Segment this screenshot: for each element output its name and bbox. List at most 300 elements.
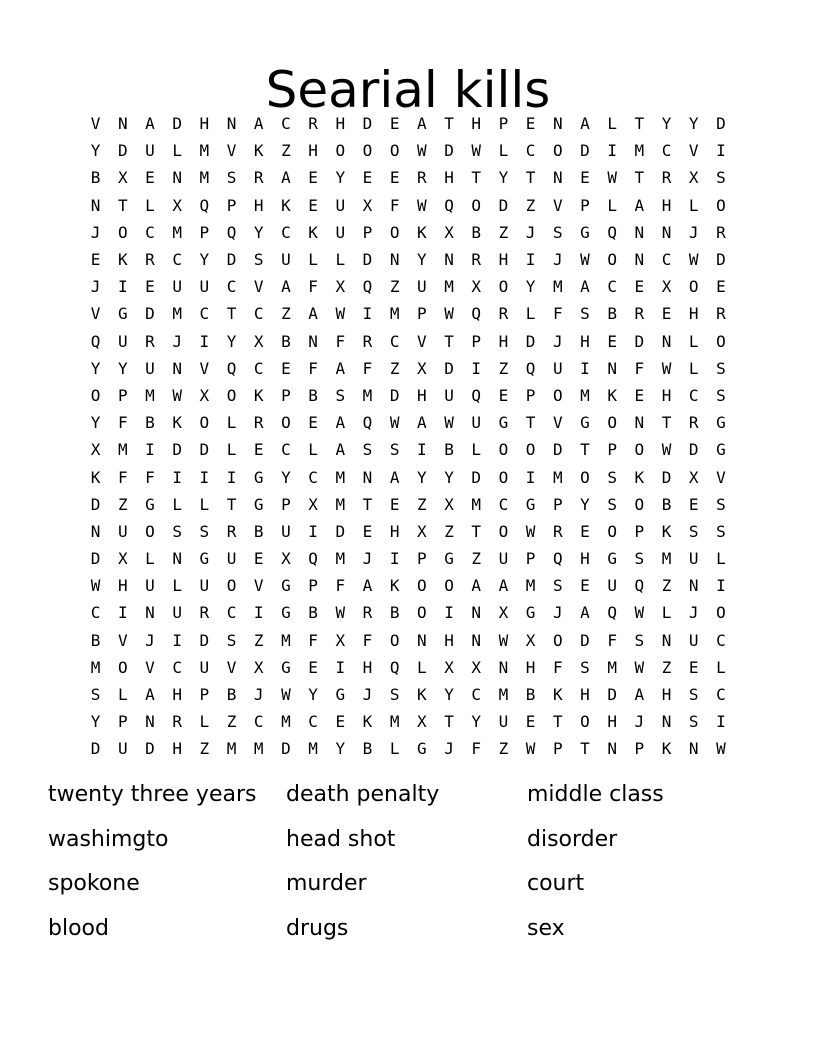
grid-cell: P xyxy=(552,494,563,514)
grid-cell: N xyxy=(226,114,237,134)
grid-cell: E xyxy=(308,195,318,215)
grid-cell: T xyxy=(580,440,590,460)
grid-cell: Q xyxy=(634,576,645,596)
grid-cell: A xyxy=(281,277,291,297)
grid-cell: M xyxy=(661,549,672,569)
grid-cell: I xyxy=(335,657,346,677)
grid-cell: N xyxy=(172,358,182,378)
grid-cell: Y xyxy=(661,114,672,134)
grid-cell: M xyxy=(607,657,617,677)
grid-cell: L xyxy=(308,250,318,270)
grid-cell: G xyxy=(580,222,590,242)
grid-cell: I xyxy=(716,712,726,732)
grid-cell: Y xyxy=(90,712,101,732)
grid-cell: Z xyxy=(281,304,291,324)
grid-cell: K xyxy=(417,685,427,705)
grid-cell: N xyxy=(389,250,400,270)
grid-cell: G xyxy=(253,494,264,514)
grid-cell: A xyxy=(580,277,590,297)
grid-cell: T xyxy=(362,494,373,514)
grid-cell: H xyxy=(498,250,509,270)
grid-cell: X xyxy=(688,168,699,188)
grid-cell: J xyxy=(525,222,536,242)
grid-cell: Q xyxy=(199,195,210,215)
grid-cell: O xyxy=(281,413,291,433)
grid-cell: C xyxy=(607,277,617,297)
grid-cell: Z xyxy=(661,576,672,596)
grid-cell: Q xyxy=(471,385,482,405)
grid-cell: W xyxy=(90,576,101,596)
grid-cell: D xyxy=(634,331,645,351)
grid-cell: B xyxy=(444,440,454,460)
grid-cell: F xyxy=(634,358,645,378)
word-list-item: sex xyxy=(527,916,565,942)
grid-cell: J xyxy=(145,630,155,650)
grid-cell: Q xyxy=(308,549,318,569)
grid-cell: L xyxy=(199,494,210,514)
grid-cell: P xyxy=(308,576,318,596)
grid-cell: Y xyxy=(90,413,101,433)
grid-cell: C xyxy=(226,277,237,297)
grid-cell: R xyxy=(688,413,699,433)
grid-cell: Y xyxy=(90,141,101,161)
grid-cell: D xyxy=(661,467,672,487)
grid-cell: Y xyxy=(580,494,590,514)
grid-cell: K xyxy=(172,413,182,433)
grid-cell: D xyxy=(117,141,128,161)
grid-cell: A xyxy=(145,685,155,705)
grid-cell: C xyxy=(199,304,210,324)
grid-cell: N xyxy=(417,630,427,650)
grid-cell: G xyxy=(716,413,726,433)
grid-cell: C xyxy=(688,385,699,405)
grid-cell: L xyxy=(145,195,155,215)
grid-cell: L xyxy=(607,114,617,134)
grid-cell: W xyxy=(661,358,672,378)
grid-cell: N xyxy=(172,168,182,188)
grid-cell: O xyxy=(607,521,617,541)
grid-cell: I xyxy=(172,467,182,487)
grid-cell: F xyxy=(308,277,318,297)
word-list-item: blood xyxy=(48,916,109,942)
grid-cell: N xyxy=(498,657,509,677)
grid-cell: Z xyxy=(498,739,509,759)
grid-cell: Y xyxy=(253,222,264,242)
grid-cell: K xyxy=(661,739,672,759)
grid-cell: R xyxy=(661,168,672,188)
grid-cell: X xyxy=(117,168,128,188)
grid-cell: O xyxy=(498,467,509,487)
grid-cell: S xyxy=(90,685,101,705)
word-list-item: disorder xyxy=(527,826,618,852)
grid-cell: M xyxy=(226,739,237,759)
grid-cell: K xyxy=(362,712,373,732)
grid-cell: I xyxy=(471,358,482,378)
grid-cell: I xyxy=(607,141,617,161)
grid-cell: Y xyxy=(308,685,318,705)
grid-cell: O xyxy=(634,440,645,460)
grid-cell: S xyxy=(335,385,346,405)
grid-cell: T xyxy=(552,712,563,732)
grid-cell: U xyxy=(688,549,699,569)
grid-cell: I xyxy=(199,331,210,351)
grid-cell: N xyxy=(145,712,155,732)
grid-cell: G xyxy=(117,304,128,324)
grid-cell: H xyxy=(362,657,373,677)
grid-cell: B xyxy=(90,168,101,188)
grid-cell: I xyxy=(716,141,726,161)
grid-cell: H xyxy=(661,385,672,405)
grid-cell: I xyxy=(525,250,536,270)
grid-cell: W xyxy=(525,739,536,759)
grid-cell: F xyxy=(471,739,482,759)
grid-cell: V xyxy=(716,467,726,487)
grid-cell: Y xyxy=(281,467,291,487)
grid-cell: Z xyxy=(417,494,427,514)
grid-cell: N xyxy=(688,739,699,759)
grid-cell: N xyxy=(661,222,672,242)
grid-cell: Y xyxy=(117,358,128,378)
grid-cell: F xyxy=(552,304,563,324)
grid-cell: P xyxy=(552,739,563,759)
grid-cell: J xyxy=(172,331,182,351)
grid-cell: U xyxy=(281,250,291,270)
grid-cell: R xyxy=(145,331,155,351)
grid-cell: B xyxy=(145,413,155,433)
grid-cell: U xyxy=(145,576,155,596)
grid-cell: I xyxy=(444,603,454,623)
grid-cell: D xyxy=(145,304,155,324)
grid-cell: N xyxy=(552,114,563,134)
grid-cell: H xyxy=(661,195,672,215)
grid-cell: B xyxy=(471,222,482,242)
grid-cell: N xyxy=(552,168,563,188)
grid-cell: O xyxy=(580,712,590,732)
grid-cell: P xyxy=(634,739,645,759)
grid-cell: F xyxy=(117,467,128,487)
grid-cell: Z xyxy=(498,222,509,242)
grid-cell: G xyxy=(281,576,291,596)
grid-cell: K xyxy=(607,385,617,405)
grid-cell: M xyxy=(471,494,482,514)
grid-cell: W xyxy=(417,195,427,215)
grid-cell: X xyxy=(253,657,264,677)
grid-cell: G xyxy=(607,549,617,569)
grid-cell: L xyxy=(117,685,128,705)
grid-cell: S xyxy=(226,168,237,188)
grid-cell: G xyxy=(281,657,291,677)
grid-cell: I xyxy=(716,576,726,596)
grid-cell: X xyxy=(444,494,454,514)
grid-cell: P xyxy=(498,114,509,134)
grid-cell: E xyxy=(253,549,264,569)
grid-cell: B xyxy=(525,685,536,705)
grid-cell: N xyxy=(661,712,672,732)
grid-cell: N xyxy=(362,467,373,487)
grid-cell: O xyxy=(552,630,563,650)
grid-cell: W xyxy=(716,739,726,759)
grid-cell: O xyxy=(389,141,400,161)
grid-cell: S xyxy=(716,385,726,405)
grid-cell: N xyxy=(172,549,182,569)
grid-cell: S xyxy=(634,549,645,569)
grid-cell: A xyxy=(362,576,373,596)
grid-cell: R xyxy=(362,603,373,623)
grid-cell: M xyxy=(335,494,346,514)
grid-cell: Z xyxy=(199,739,210,759)
grid-cell: Q xyxy=(552,549,563,569)
grid-cell: D xyxy=(471,467,482,487)
grid-cell: O xyxy=(444,576,454,596)
grid-cell: E xyxy=(145,277,155,297)
grid-cell: C xyxy=(281,222,291,242)
grid-cell: A xyxy=(281,168,291,188)
grid-cell: G xyxy=(716,440,726,460)
grid-cell: X xyxy=(117,549,128,569)
grid-cell: T xyxy=(580,739,590,759)
grid-cell: D xyxy=(335,521,346,541)
grid-cell: M xyxy=(389,304,400,324)
grid-cell: U xyxy=(199,277,210,297)
grid-cell: B xyxy=(389,603,400,623)
grid-cell: B xyxy=(281,331,291,351)
grid-cell: O xyxy=(226,576,237,596)
grid-cell: N xyxy=(471,630,482,650)
grid-cell: H xyxy=(335,114,346,134)
grid-cell: K xyxy=(117,250,128,270)
grid-cell: F xyxy=(389,195,400,215)
grid-cell: N xyxy=(688,576,699,596)
grid-cell: U xyxy=(145,358,155,378)
grid-cell: I xyxy=(580,358,590,378)
grid-cell: L xyxy=(226,440,237,460)
grid-cell: D xyxy=(716,250,726,270)
grid-cell: O xyxy=(716,195,726,215)
grid-cell: N xyxy=(117,114,128,134)
grid-cell: A xyxy=(634,685,645,705)
grid-cell: M xyxy=(362,385,373,405)
grid-cell: I xyxy=(117,603,128,623)
grid-cell: Q xyxy=(90,331,101,351)
grid-cell: R xyxy=(471,250,482,270)
grid-cell: J xyxy=(688,603,699,623)
grid-cell: U xyxy=(607,576,617,596)
grid-cell: S xyxy=(688,521,699,541)
grid-cell: S xyxy=(634,630,645,650)
grid-cell: V xyxy=(145,657,155,677)
grid-cell: E xyxy=(281,358,291,378)
grid-cell: S xyxy=(580,657,590,677)
grid-cell: G xyxy=(525,603,536,623)
grid-cell: O xyxy=(389,630,400,650)
grid-cell: H xyxy=(498,331,509,351)
grid-cell: B xyxy=(90,630,101,650)
grid-cell: O xyxy=(634,494,645,514)
grid-cell: L xyxy=(688,358,699,378)
grid-cell: O xyxy=(716,331,726,351)
grid-cell: N xyxy=(607,358,617,378)
grid-cell: J xyxy=(688,222,699,242)
grid-cell: C xyxy=(471,685,482,705)
grid-cell: O xyxy=(498,521,509,541)
grid-cell: Q xyxy=(444,195,454,215)
grid-cell: H xyxy=(525,657,536,677)
grid-cell: C xyxy=(253,304,264,324)
grid-cell: O xyxy=(471,195,482,215)
grid-cell: E xyxy=(634,277,645,297)
grid-cell: R xyxy=(226,521,237,541)
grid-cell: C xyxy=(308,712,318,732)
grid-cell: A xyxy=(417,114,427,134)
grid-cell: P xyxy=(417,549,427,569)
grid-cell: I xyxy=(226,467,237,487)
grid-cell: D xyxy=(281,739,291,759)
grid-cell: R xyxy=(199,603,210,623)
grid-cell: W xyxy=(335,603,346,623)
grid-cell: A xyxy=(145,114,155,134)
grid-cell: O xyxy=(417,576,427,596)
grid-cell: N xyxy=(661,331,672,351)
grid-cell: N xyxy=(308,331,318,351)
grid-cell: U xyxy=(498,549,509,569)
grid-cell: N xyxy=(145,603,155,623)
grid-cell: D xyxy=(580,141,590,161)
grid-cell: E xyxy=(716,277,726,297)
grid-cell: H xyxy=(199,114,210,134)
grid-cell: B xyxy=(362,739,373,759)
grid-cell: O xyxy=(335,141,346,161)
grid-cell: R xyxy=(253,413,264,433)
grid-cell: E xyxy=(661,304,672,324)
grid-cell: G xyxy=(335,685,346,705)
grid-cell: G xyxy=(253,467,264,487)
grid-cell: O xyxy=(226,385,237,405)
grid-cell: K xyxy=(552,685,563,705)
grid-cell: P xyxy=(117,385,128,405)
grid-cell: O xyxy=(607,250,617,270)
grid-cell: W xyxy=(634,603,645,623)
grid-cell: W xyxy=(471,141,482,161)
grid-cell: M xyxy=(281,630,291,650)
grid-cell: H xyxy=(444,630,454,650)
grid-cell: P xyxy=(634,521,645,541)
grid-cell: L xyxy=(716,657,726,677)
grid-cell: V xyxy=(552,413,563,433)
grid-cell: B xyxy=(226,685,237,705)
grid-cell: N xyxy=(471,603,482,623)
grid-cell: A xyxy=(634,195,645,215)
grid-cell: W xyxy=(172,385,182,405)
grid-cell: U xyxy=(199,657,210,677)
grid-cell: Y xyxy=(525,277,536,297)
grid-cell: H xyxy=(117,576,128,596)
grid-cell: S xyxy=(688,712,699,732)
grid-cell: R xyxy=(498,304,509,324)
grid-cell: Y xyxy=(444,685,454,705)
grid-cell: V xyxy=(90,114,101,134)
grid-cell: M xyxy=(117,440,128,460)
grid-cell: K xyxy=(281,195,291,215)
grid-cell: M xyxy=(199,168,210,188)
grid-cell: L xyxy=(498,141,509,161)
grid-cell: K xyxy=(90,467,101,487)
grid-cell: T xyxy=(661,413,672,433)
grid-cell: E xyxy=(362,168,373,188)
grid-cell: R xyxy=(716,304,726,324)
grid-cell: E xyxy=(688,657,699,677)
grid-cell: O xyxy=(117,222,128,242)
grid-cell: R xyxy=(145,250,155,270)
grid-cell: W xyxy=(661,440,672,460)
grid-cell: H xyxy=(580,685,590,705)
grid-cell: N xyxy=(90,195,101,215)
grid-cell: O xyxy=(498,440,509,460)
grid-cell: Y xyxy=(688,114,699,134)
grid-cell: W xyxy=(580,250,590,270)
grid-cell: I xyxy=(308,521,318,541)
grid-cell: B xyxy=(308,385,318,405)
grid-cell: D xyxy=(688,440,699,460)
grid-cell: E xyxy=(525,114,536,134)
grid-cell: W xyxy=(281,685,291,705)
grid-cell: S xyxy=(716,168,726,188)
letter-grid xyxy=(82,110,735,763)
grid-cell: J xyxy=(253,685,264,705)
grid-cell: E xyxy=(498,385,509,405)
grid-cell: X xyxy=(444,222,454,242)
grid-cell: T xyxy=(117,195,128,215)
grid-cell: M xyxy=(444,277,454,297)
grid-cell: I xyxy=(389,549,400,569)
grid-cell: Z xyxy=(389,277,400,297)
grid-cell: C xyxy=(172,657,182,677)
grid-cell: O xyxy=(525,440,536,460)
grid-cell: J xyxy=(552,331,563,351)
grid-cell: J xyxy=(90,222,101,242)
grid-cell: D xyxy=(552,440,563,460)
grid-cell: Z xyxy=(117,494,128,514)
grid-cell: L xyxy=(661,603,672,623)
grid-cell: A xyxy=(471,576,482,596)
grid-cell: W xyxy=(444,413,454,433)
grid-cell: W xyxy=(634,657,645,677)
grid-cell: U xyxy=(117,331,128,351)
grid-cell: Z xyxy=(389,358,400,378)
grid-cell: X xyxy=(661,277,672,297)
grid-cell: C xyxy=(226,603,237,623)
grid-cell: X xyxy=(308,494,318,514)
grid-cell: P xyxy=(226,195,237,215)
grid-cell: V xyxy=(226,141,237,161)
grid-cell: J xyxy=(634,712,645,732)
grid-cell: A xyxy=(417,413,427,433)
grid-cell: V xyxy=(226,657,237,677)
grid-cell: C xyxy=(716,630,726,650)
grid-cell: Z xyxy=(498,358,509,378)
grid-cell: X xyxy=(199,385,210,405)
grid-cell: M xyxy=(335,549,346,569)
grid-cell: W xyxy=(688,250,699,270)
grid-cell: Y xyxy=(417,250,427,270)
grid-cell: S xyxy=(362,440,373,460)
grid-cell: U xyxy=(281,521,291,541)
grid-cell: R xyxy=(253,168,264,188)
grid-cell: K xyxy=(253,385,264,405)
grid-cell: W xyxy=(444,304,454,324)
grid-cell: T xyxy=(525,168,536,188)
grid-cell: U xyxy=(444,385,454,405)
grid-cell: F xyxy=(308,630,318,650)
